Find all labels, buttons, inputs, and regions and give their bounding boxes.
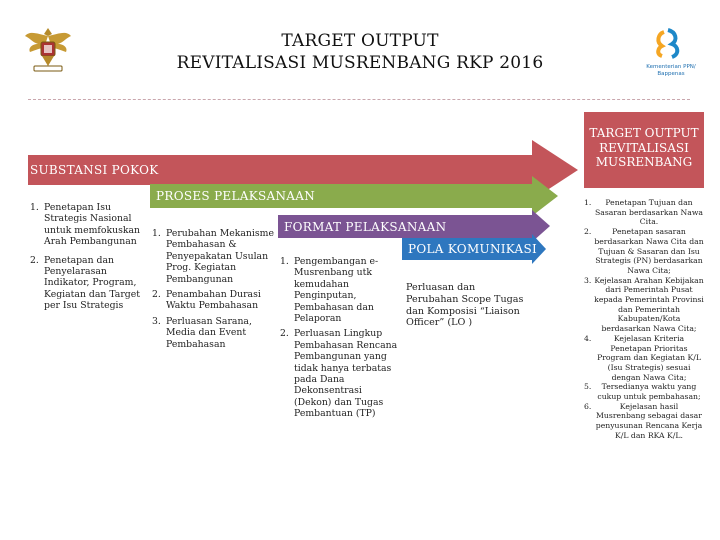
pola-label: POLA KOMUNIKASI — [408, 242, 538, 256]
list-item: 3. Kejelasan Arahan Kebijakan dari Pemerintah Pusat kepada Pemerintah Provinsi dan Pemerintah Kabupaten/Kota berdasarkan Nawa Cita; — [584, 275, 704, 334]
pola-text: Perluasan dan Perubahan Scope Tugas dan Komposisi “Liaison Officer” (LO ) — [406, 282, 524, 329]
list-item: 3. Perluasan Sarana, Media dan Event Pembahasan — [152, 315, 252, 350]
target-list — [584, 198, 704, 441]
target-box-line-1: TARGET OUTPUT — [589, 126, 699, 140]
target-output-box — [584, 112, 704, 188]
substansi-label: SUBSTANSI POKOK — [30, 163, 159, 177]
proses-label: PROSES PELAKSANAAN — [156, 189, 316, 203]
list-item: 6. Kejelasan hasil Musrenbang sebagai dasar penyusunan Rencana Kerja K/L dan RKA K/L. — [584, 401, 703, 440]
format-list — [280, 256, 402, 420]
list-item: 4. Kejelasan Kriteria Penetapan Prioritas Program dan Kegiatan K/L (Isu Strategis) sesuai dengan Nawa Cita; — [584, 333, 701, 382]
target-box-line-3: MUSRENBANG — [595, 155, 693, 169]
list-item: 1. Pengembangan e-Musrenbang utk kemudahan Penginputan, Pembahasan dan Pelaporan — [280, 256, 379, 325]
format-label: FORMAT PELAKSANAAN — [284, 220, 447, 234]
list-item: 1. Perubahan Mekanisme Pembahasan & Penyepakatan Usulan Prog. Kegiatan Pembangunan — [152, 228, 274, 285]
bappenas-logo-line-1: Kementerian PPN/ — [646, 64, 696, 70]
list-item: 1. Penetapan Tujuan dan Sasaran berdasarkan Nawa Cita. — [584, 198, 703, 227]
substansi-list — [30, 202, 148, 312]
list-item: 1. Penetapan Isu Strategis Nasional untuk memfokuskan Arah Pembangunan — [30, 202, 141, 248]
list-item: 5. Tersedianya waktu yang cukup untuk pembahasan; — [584, 382, 701, 402]
list-item: 2. Perluasan Lingkup Pembahasan Rencana Pembangunan yang tidak hanya terbatas pada Dana Dekonsentrasi (Dekon) dan Tugas Pembantuan (TP) — [280, 328, 398, 420]
proses-list — [152, 228, 274, 350]
bappenas-logo-line-2: Bappenas — [657, 71, 685, 77]
list-item: 2. Penambahan Durasi Waktu Pembahasan — [152, 289, 261, 312]
list-item: 2. Penetapan sasaran berdasarkan Nawa Cita dan Tujuan & Sasaran dan Isu Strategis (PN) berdasarkan Nawa Cita; — [584, 227, 704, 275]
target-box-line-2: REVITALISASI — [599, 140, 689, 155]
title-line-2: REVITALISASI MUSRENBANG RKP 2016 — [176, 53, 544, 73]
list-item: 2. Penetapan dan Penyelarasan Indikator, Program, Kegiatan dan Target per Isu Strategis — [30, 254, 140, 312]
title-line-1: TARGET OUTPUT — [281, 31, 439, 51]
